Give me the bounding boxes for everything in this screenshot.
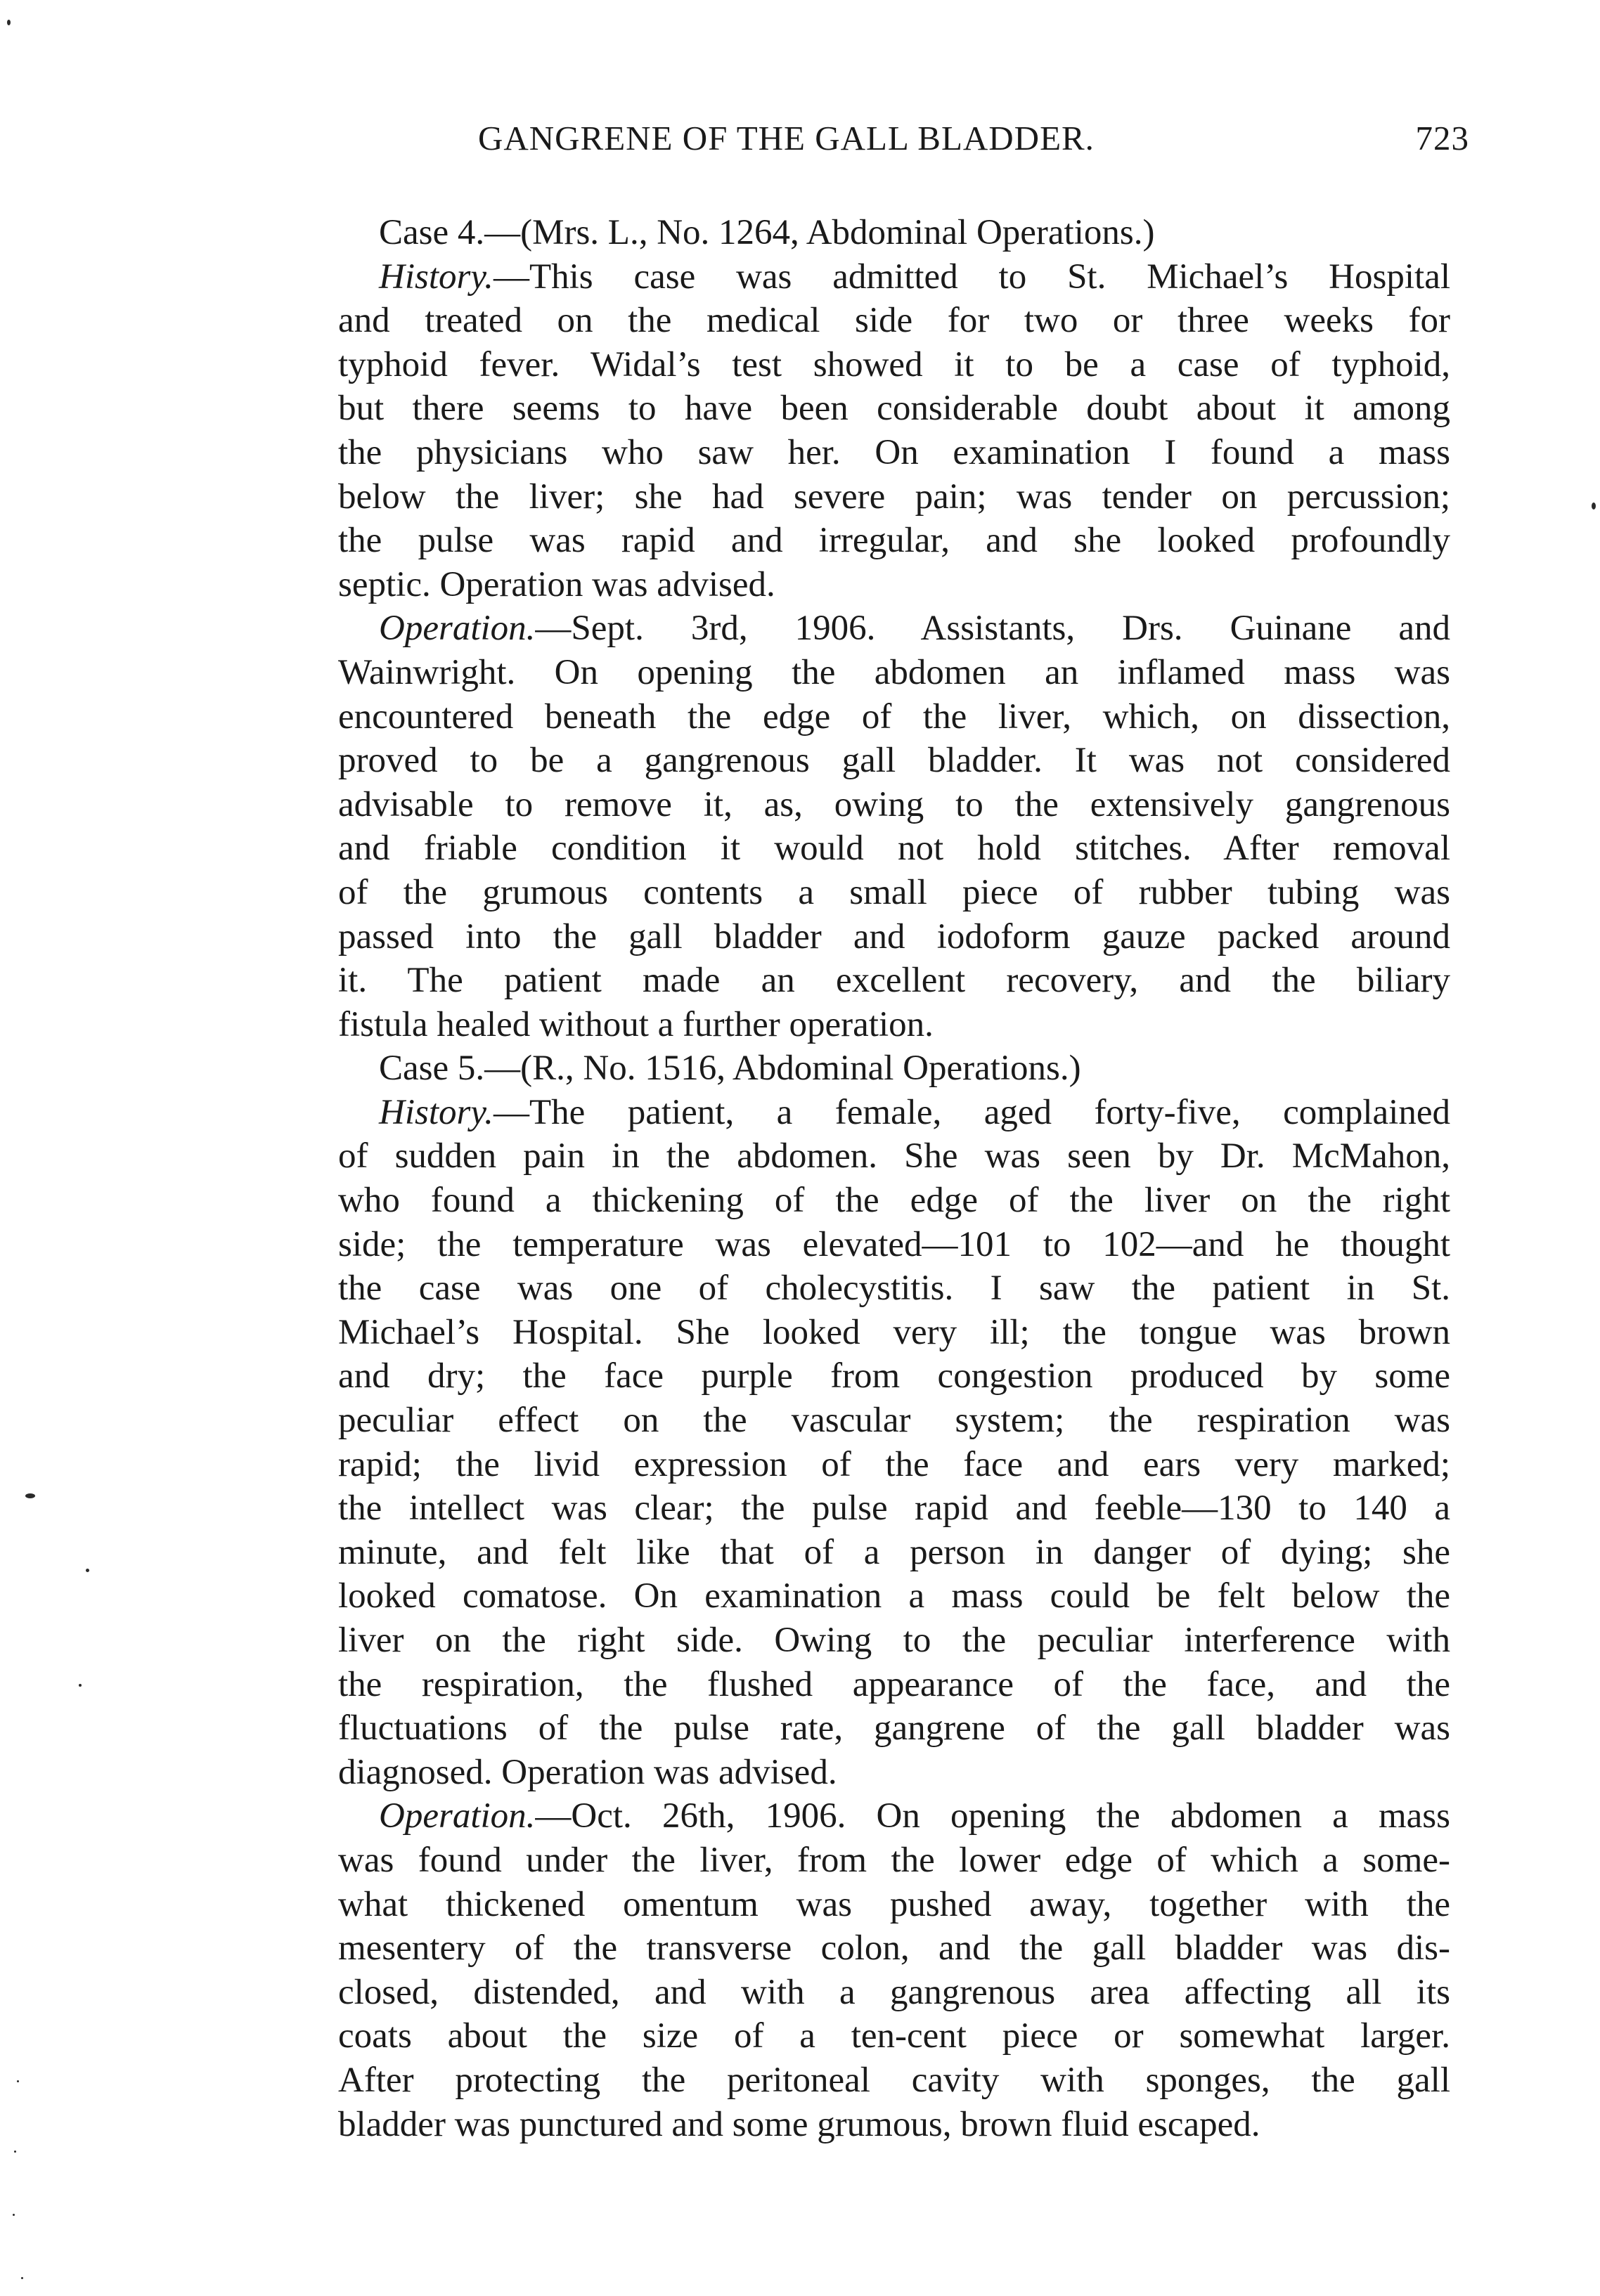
text-run: encountered beneath the edge of the liver, which, on dissection, [338, 696, 1450, 737]
text-line [338, 1399, 1450, 1443]
text-run: the intellect was clear; the pulse rapid and feeble—130 to 140 a [338, 1488, 1450, 1529]
text-run: Case 4.—(Mrs. L., No. 1264, Abdominal Operations.) [379, 213, 1155, 252]
text-line [338, 959, 1450, 1003]
text-line [338, 739, 1450, 783]
section-label: History. [379, 257, 493, 297]
text-run: closed, distended, and with a gangrenous area affecting all its [338, 1972, 1450, 2012]
text-line [338, 826, 1450, 871]
text-run: minute, and felt like that of a person in danger of dying; she [338, 1532, 1450, 1572]
text-line [338, 1443, 1450, 1487]
text-line [338, 475, 1450, 519]
text-run: the physicians who saw her. On examination I found a mass [338, 432, 1450, 472]
text-run: mesentery of the transverse colon, and the gall bladder was dis- [338, 1928, 1450, 1969]
text-line [338, 1574, 1450, 1619]
text-line [338, 255, 1450, 299]
text-run: bladder was punctured and some grumous, brown fluid escaped. [338, 2104, 1260, 2144]
text-line [338, 915, 1450, 959]
text-run: After protecting the peritoneal cavity with sponges, the gall [338, 2060, 1450, 2100]
text-line [338, 1223, 1450, 1267]
text-run: looked comatose. On examination a mass could be felt below the [338, 1576, 1450, 1616]
page-number: 723 [1415, 119, 1469, 157]
text-line [338, 1486, 1450, 1531]
text-line [338, 1971, 1450, 2015]
text-line [338, 1883, 1450, 1927]
text-run: and friable condition it would not hold stitches. After removal [338, 829, 1450, 869]
text-run: Michael’s Hospital. She looked very ill; the tongue was brown [338, 1312, 1450, 1352]
text-run: who found a thickening of the edge of the liver on the right [338, 1181, 1450, 1221]
text-line [338, 1091, 1450, 1135]
text-line [338, 431, 1450, 475]
text-run: proved to be a gangrenous gall bladder. It was not considered [338, 741, 1450, 781]
running-head [478, 118, 1469, 167]
text-run: what thickened omentum was pushed away, together with the [338, 1884, 1450, 1924]
text-line [338, 343, 1450, 387]
text-run: it. The patient made an excellent recovery, and the biliary [338, 961, 1450, 1001]
text-line [338, 1134, 1450, 1179]
text-run: liver on the right side. Owing to the peculiar interference with [338, 1621, 1450, 1660]
text-line [338, 1663, 1450, 1707]
text-line [338, 1311, 1450, 1355]
text-line [338, 299, 1450, 343]
section-label: Operation. [379, 609, 536, 649]
text-run: —Sept. 3rd, 1906. Assistants, Drs. Guinane and [535, 609, 1450, 649]
text-run: Wainwright. On opening the abdomen an inflamed mass was [338, 652, 1450, 692]
text-line [338, 1531, 1450, 1575]
text-run: the pulse was rapid and irregular, and she looked profoundly [338, 521, 1450, 561]
text-run: the respiration, the flushed appearance of the face, and the [338, 1664, 1450, 1704]
text-line [338, 1751, 1450, 1795]
text-line [338, 211, 1450, 255]
text-line [338, 1619, 1450, 1663]
text-run: fluctuations of the pulse rate, gangrene of the gall bladder was [338, 1708, 1450, 1749]
text-run: of the grumous contents a small piece of rubber tubing was [338, 872, 1450, 912]
text-run: was found under the liver, from the lower edge of which a some- [338, 1840, 1450, 1880]
text-run: fistula healed without a further operation. [338, 1004, 934, 1044]
text-run: the case was one of cholecystitis. I saw the patient in St. [338, 1269, 1450, 1309]
running-head-title: GANGRENE OF THE GALL BLADDER. [478, 119, 1095, 157]
section-label: Operation. [379, 1796, 536, 1836]
text-run: side; the temperature was elevated—101 to 102—and he thought [338, 1224, 1450, 1264]
text-run: diagnosed. Operation was advised. [338, 1752, 837, 1792]
text-line [338, 1794, 1450, 1838]
text-run: and treated on the medical side for two or three weeks for [338, 301, 1450, 341]
text-line [338, 1926, 1450, 1971]
text-run: and dry; the face purple from congestion produced by some [338, 1356, 1450, 1396]
text-line [338, 1838, 1450, 1883]
text-line [338, 1046, 1450, 1091]
text-line [338, 695, 1450, 739]
section-label: History. [379, 1092, 493, 1132]
text-run: —This case was admitted to St. Michael’s Hospital [493, 257, 1450, 297]
text-line [338, 871, 1450, 915]
text-line [338, 2103, 1450, 2147]
text-line [338, 1266, 1450, 1311]
text-line [338, 519, 1450, 563]
text-line [338, 1706, 1450, 1751]
text-line [338, 1354, 1450, 1399]
text-line [338, 651, 1450, 695]
text-line [338, 607, 1450, 651]
text-run: but there seems to have been considerable doubt about it among [338, 389, 1450, 429]
text-run: septic. Operation was advised. [338, 564, 775, 604]
text-run: —Oct. 26th, 1906. On opening the abdomen a mass [535, 1796, 1450, 1836]
text-line [338, 387, 1450, 431]
text-run: peculiar effect on the vascular system; the respiration was [338, 1401, 1450, 1441]
text-line [338, 2058, 1450, 2103]
text-run: Case 5.—(R., No. 1516, Abdominal Operations.) [379, 1049, 1081, 1089]
text-run: typhoid fever. Widal’s test showed it to be a case of typhoid, [338, 344, 1450, 384]
body-text [338, 211, 1450, 2146]
text-run: rapid; the livid expression of the face and ears very marked; [338, 1444, 1450, 1484]
text-run: coats about the size of a ten-cent piece or somewhat larger. [338, 2016, 1450, 2056]
text-run: advisable to remove it, as, owing to the extensively gangrenous [338, 784, 1450, 824]
text-run: below the liver; she had severe pain; was tender on percussion; [338, 476, 1450, 517]
text-line [338, 783, 1450, 827]
text-run: —The patient, a female, aged forty-five, complained [493, 1092, 1450, 1132]
text-run: of sudden pain in the abdomen. She was seen by Dr. McMahon, [338, 1136, 1450, 1176]
text-run: passed into the gall bladder and iodoform gauze packed around [338, 916, 1450, 956]
text-line [338, 563, 1450, 607]
text-line [338, 1003, 1450, 1047]
text-line [338, 1179, 1450, 1223]
text-line [338, 2014, 1450, 2058]
